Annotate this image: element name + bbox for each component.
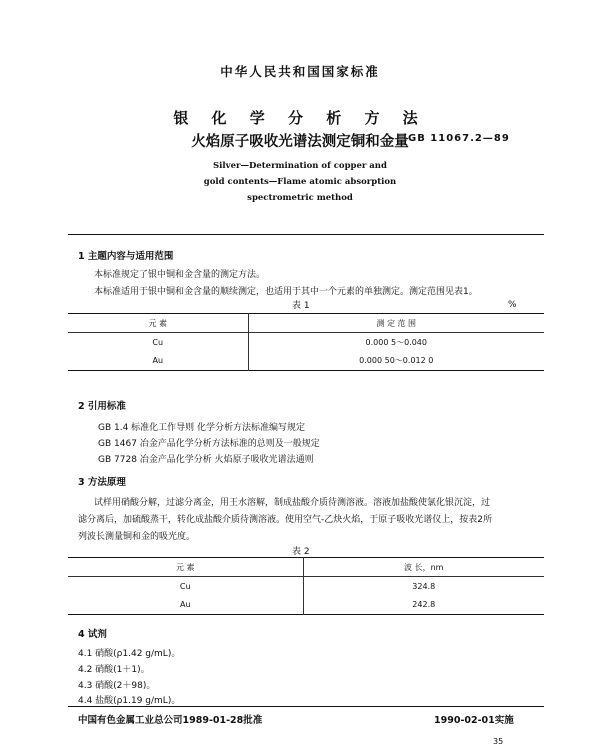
- reagent-item: 4.1 硝酸(ρ1.42 g/mL)。: [78, 649, 181, 659]
- section-4-heading: 4 试剂: [78, 629, 107, 640]
- table-1-cell: Cu: [68, 333, 248, 352]
- table-1-header-range: 测 定 范 围: [248, 314, 544, 333]
- table-row: [68, 577, 544, 596]
- table-2: [68, 557, 544, 615]
- document-title-sub: 火焰原子吸收光谱法测定铜和金量: [191, 134, 409, 150]
- section-1-heading: 1 主题内容与适用范围: [78, 251, 174, 262]
- page-number: 35: [493, 737, 504, 746]
- table-1-caption: 表 1: [292, 301, 310, 311]
- table-row: [68, 314, 544, 333]
- table-1: [68, 313, 544, 371]
- reference-item: GB 1467 冶金产品化学分析方法标准的总则及一般规定: [98, 439, 320, 449]
- section-2-heading: 2 引用标准: [78, 401, 126, 412]
- table-row: [68, 333, 544, 352]
- table-2-cell: 242.8: [412, 600, 436, 610]
- table-2-caption: 表 2: [292, 547, 310, 557]
- table-1-unit: %: [508, 300, 517, 310]
- national-standard-header: 中华人民共和国国家标准: [220, 64, 380, 79]
- section-3-line-2: 滤分离后，加硫酸蒸干，转化成盐酸介质待测溶液。使用空气-乙炔火焰，于原子吸收光谱仪上，按表2所: [78, 515, 492, 525]
- english-title-line-1: Silver—Determination of copper and: [213, 161, 387, 171]
- section-3-line-1: 试样用硝酸分解，过滤分离金，用王水溶解，制成盐酸介质待测溶液。溶液加盐酸使氯化银沉淀，过: [94, 498, 491, 508]
- section-3-line-3: 列波长测量铜和金的吸光度。: [78, 532, 196, 542]
- table-1-cell: Au: [68, 352, 248, 371]
- table-2-cell: Au: [68, 596, 303, 615]
- table-2-cell: 324.8: [412, 581, 436, 591]
- standard-number: GB 11067.2—89: [408, 133, 510, 144]
- table-1-header-element: 元 素: [68, 314, 248, 333]
- table-row: [68, 596, 544, 615]
- implementation-date: 1990-02-01实施: [434, 715, 514, 726]
- reagent-item: 4.2 硝酸(1＋1)。: [78, 665, 150, 675]
- reference-item: GB 7728 冶金产品化学分析 火焰原子吸收光谱法通则: [98, 455, 314, 465]
- approval-statement: 中国有色金属工业总公司1989-01-28批准: [78, 715, 263, 726]
- section-1-paragraph-2: 本标准适用于银中铜和金含量的顺续测定，也适用于其中一个元素的单独测定。测定范围见表1。: [94, 287, 478, 297]
- section-1-paragraph-1: 本标准规定了银中铜和金含量的测定方法。: [94, 270, 266, 280]
- table-2-cell: Cu: [68, 577, 303, 596]
- document-title-main: 银 化 学 分 析 方 法: [173, 109, 427, 127]
- english-title-line-2: gold contents—Flame atomic absorption: [203, 177, 397, 187]
- table-1-cell: 0.000 50～0.012 0: [359, 356, 434, 366]
- table-2-header-element: 元 素: [68, 558, 303, 577]
- reagent-item: 4.3 硝酸(2＋98)。: [78, 681, 156, 691]
- header-divider: [68, 234, 544, 235]
- table-1-cell: 0.000 5～0.040: [365, 337, 427, 347]
- footer-divider: [68, 706, 544, 707]
- table-row: [68, 352, 544, 371]
- reagent-item: 4.4 盐酸(ρ1.19 g/mL)。: [78, 696, 181, 706]
- reference-item: GB 1.4 标准化工作导则 化学分析方法标准编写规定: [98, 423, 306, 433]
- english-title-line-3: spectrometric method: [247, 193, 353, 203]
- table-2-header-wavelength: 波 长，nm: [303, 558, 544, 577]
- table-row: [68, 558, 544, 577]
- section-3-heading: 3 方法原理: [78, 477, 126, 488]
